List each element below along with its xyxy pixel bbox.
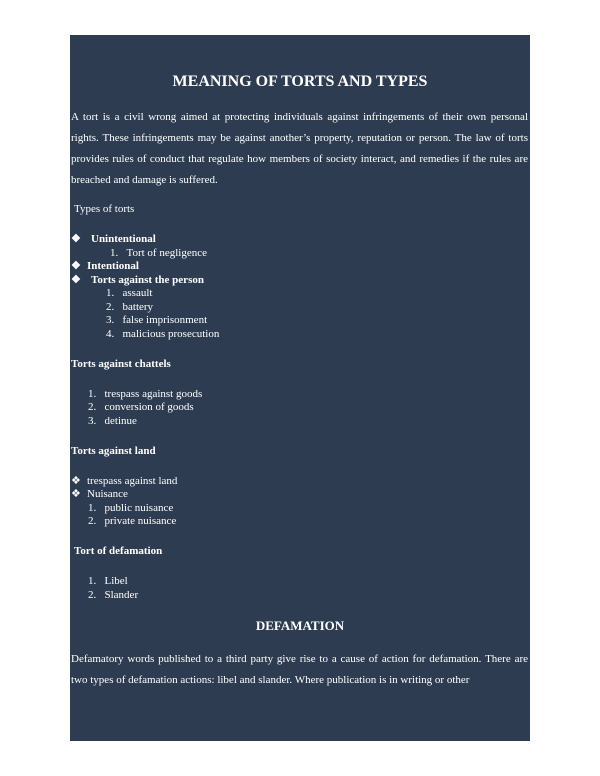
list-item: 1. Tort of negligence [110, 247, 207, 259]
unintentional-heading: ❖ Unintentional [71, 233, 156, 245]
diamond-bullet-icon: ❖ [71, 274, 81, 286]
list-item: 2. Slander [88, 589, 139, 601]
page-title: MEANING OF TORTS AND TYPES [172, 73, 428, 90]
against-person-heading: ❖ Torts against the person [71, 274, 204, 286]
defamation-types-heading: Tort of defamation [74, 545, 163, 557]
list-item: 1. public nuisance [88, 502, 174, 514]
diamond-bullet-icon: ❖ [71, 260, 81, 272]
intentional-heading: ❖ Intentional [71, 260, 139, 272]
list-item: 3. detinue [88, 415, 137, 427]
types-label: Types of torts [74, 203, 135, 215]
land-heading: Torts against land [71, 445, 156, 457]
list-item: 4. malicious prosecution [106, 328, 220, 340]
defamation-paragraph: Defamatory words published to a third party give rise to a cause of action for defamation. There are two types of defamation actions: libel and slander. Where publication is in writing or other [71, 653, 528, 686]
diamond-outline-bullet-icon: ❖ [71, 488, 81, 500]
diamond-bullet-icon: ❖ [71, 233, 81, 245]
list-item: 2. private nuisance [88, 515, 177, 527]
defamation-heading: DEFAMATION [255, 618, 345, 633]
list-item: ❖ Nuisance [71, 488, 128, 500]
list-item: 2. conversion of goods [88, 401, 194, 413]
document-page [70, 35, 530, 741]
intro-paragraph: A tort is a civil wrong aimed at protecting individuals against infringements of their own personal rights. These infringements may be against another’s property, reputation or person. The law of torts provides rules of conduct that regulate how members of society interact, and remedies if the rules are breached and damage is suffered. [71, 111, 528, 186]
chattels-heading: Torts against chattels [71, 358, 171, 370]
list-item: 2. battery [106, 301, 154, 313]
list-item: ❖ trespass against land [71, 475, 178, 487]
list-item: 1. trespass against goods [88, 388, 203, 400]
list-item: 3. false imprisonment [106, 314, 208, 326]
diamond-outline-bullet-icon: ❖ [71, 475, 81, 487]
list-item: 1. assault [106, 287, 153, 299]
list-item: 1. Libel [88, 575, 128, 587]
